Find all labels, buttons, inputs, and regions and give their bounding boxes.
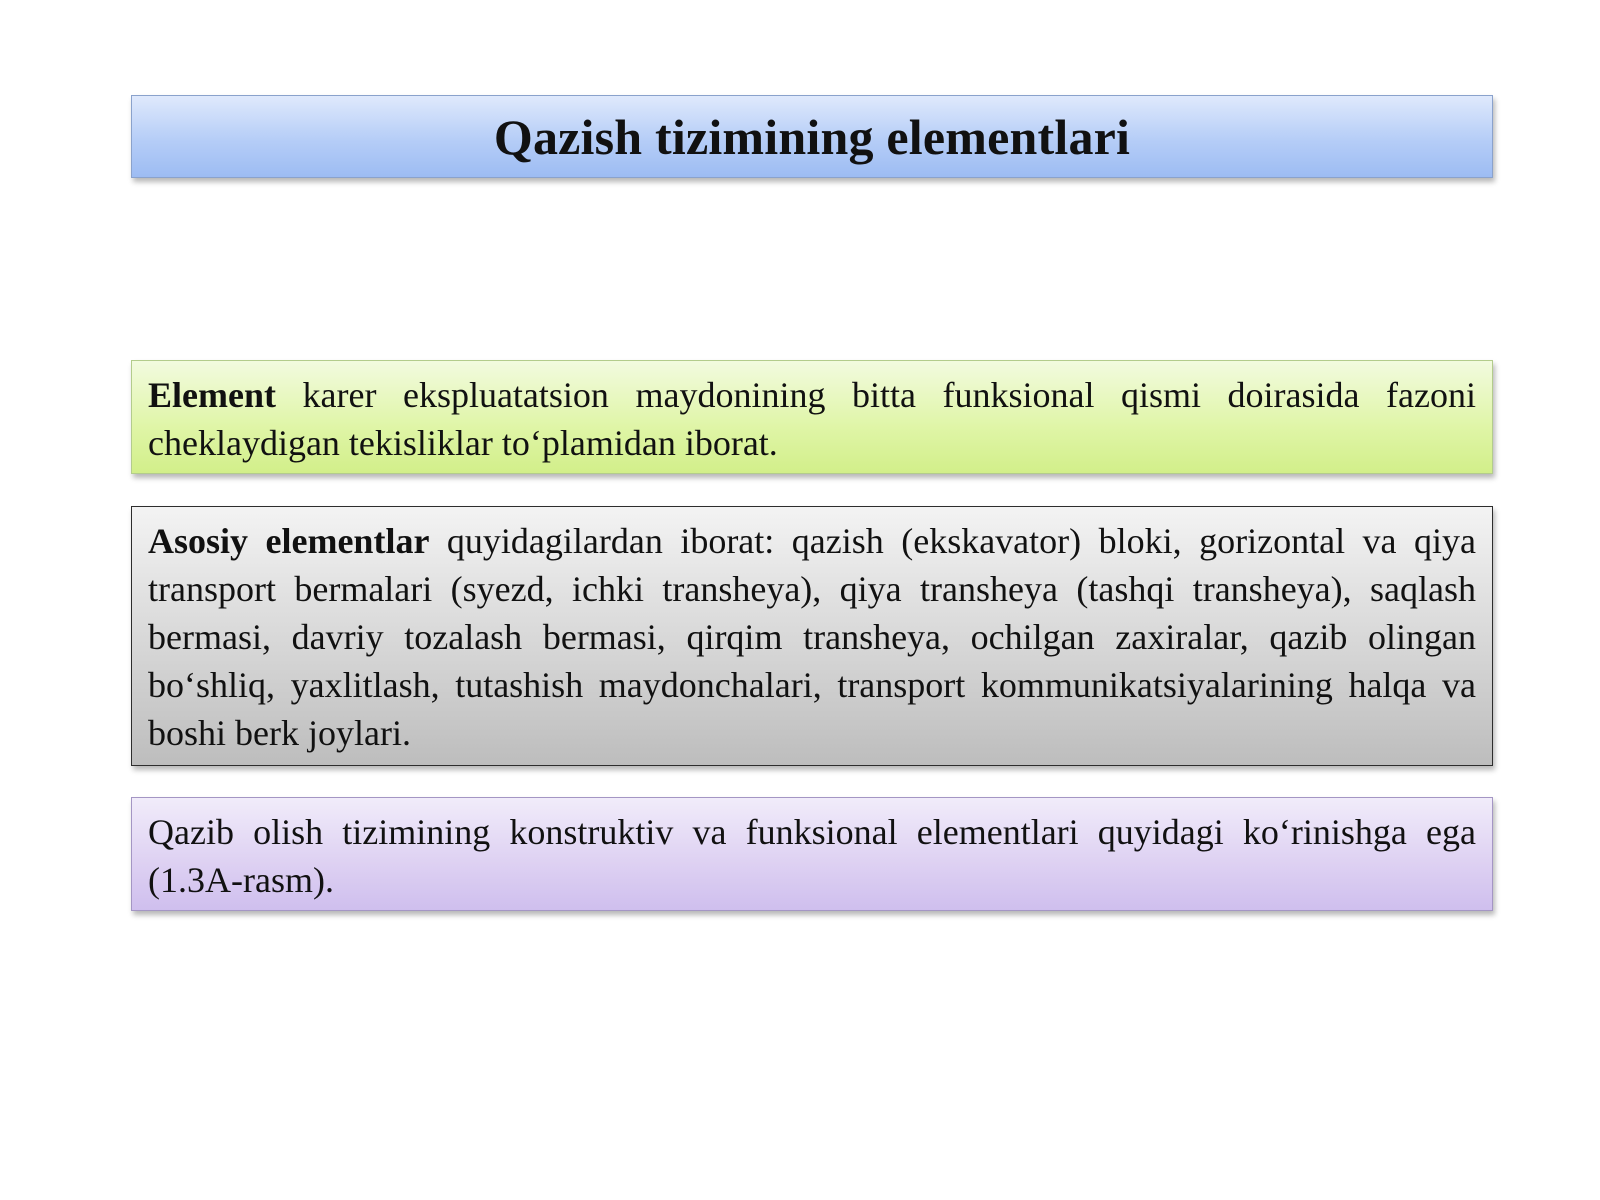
element-definition-text [148, 371, 1476, 467]
main-elements-box [131, 506, 1493, 766]
main-elements-text [148, 517, 1476, 757]
slide-title-box [131, 95, 1493, 178]
constructive-elements-text: Qazib olish tizimining konstruktiv va funksional elementlari quyidagi ko‘rinishga ega (1.3A-rasm). [148, 812, 1476, 900]
element-term: Element [148, 375, 276, 415]
element-definition-box [131, 360, 1493, 474]
main-elements-term: Asosiy elementlar [148, 521, 430, 561]
main-elements-definition: quyidagilardan iborat: qazish (ekskavator) bloki, gorizontal va qiya transport bermalari (syezd, ichki transheya), qiya transheya (tashqi transheya), saqlash bermasi, davriy tozalash bermasi, qirqim transheya, ochilgan zaxiralar, qazib olingan bo‘shliq, yaxlitlash, tutashish maydonchalari, transport kommunikatsiyalarining halqa va boshi berk joylari. [148, 521, 1476, 753]
element-definition: karer ekspluatatsion maydonining bitta funksional qismi doirasida fazoni cheklaydigan tekisliklar to‘plamidan iborat. [148, 375, 1476, 463]
constructive-elements-box [131, 797, 1493, 911]
slide-title: Qazish tizimining elementlari [493, 108, 1131, 165]
